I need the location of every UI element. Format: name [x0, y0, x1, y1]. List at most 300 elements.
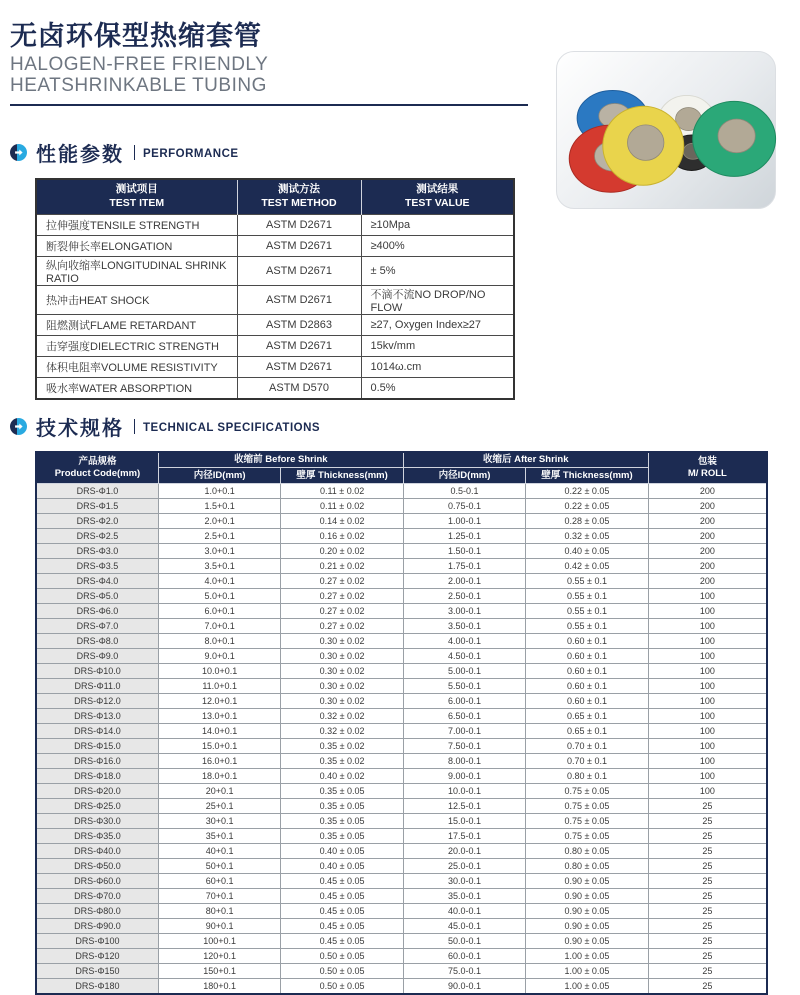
table-cell: 1014ω.cm	[361, 357, 514, 378]
table-row	[36, 904, 767, 919]
table-cell: 0.30 ± 0.02	[281, 679, 403, 694]
table-cell: 25	[648, 979, 767, 994]
table-cell: ASTM D2863	[237, 315, 361, 336]
table-cell: 0.27 ± 0.02	[281, 574, 403, 589]
table-cell: 25.0-0.1	[403, 859, 525, 874]
table-cell: 0.90 ± 0.05	[526, 874, 648, 889]
table-cell: 100	[648, 724, 767, 739]
table-cell: 0.20 ± 0.02	[281, 544, 403, 559]
table-cell: DRS-Φ2.5	[36, 529, 158, 544]
table-row	[36, 694, 767, 709]
table-row	[36, 754, 767, 769]
table-cell: 4.00-0.1	[403, 634, 525, 649]
table-cell: 12.0+0.1	[158, 694, 280, 709]
table-cell: 0.40 ± 0.05	[526, 544, 648, 559]
table-cell: DRS-Φ12.0	[36, 694, 158, 709]
table-row	[36, 709, 767, 724]
table-cell: 75.0-0.1	[403, 964, 525, 979]
table-cell: 0.5%	[361, 378, 514, 399]
table-cell: 1.00 ± 0.05	[526, 979, 648, 994]
table-row	[36, 589, 767, 604]
table-cell: 120+0.1	[158, 949, 280, 964]
table-cell: 0.5-0.1	[403, 484, 525, 499]
table-cell: 0.40 ± 0.05	[281, 844, 403, 859]
table-cell: 拉伸强度TENSILE STRENGTH	[36, 215, 237, 236]
specifications-section-heading	[10, 412, 800, 441]
table-cell: 0.90 ± 0.05	[526, 904, 648, 919]
yellow-roll	[603, 106, 684, 185]
table-row	[36, 739, 767, 754]
table-cell: 0.55 ± 0.1	[526, 589, 648, 604]
col-header-after-shrink: 收缩后 After Shrink	[403, 452, 648, 468]
table-cell: 0.40 ± 0.02	[281, 769, 403, 784]
table-cell: 0.55 ± 0.1	[526, 574, 648, 589]
table-cell: 9.00-0.1	[403, 769, 525, 784]
table-cell: 200	[648, 574, 767, 589]
table-cell: DRS-Φ70.0	[36, 889, 158, 904]
table-cell: 0.75 ± 0.05	[526, 799, 648, 814]
col-header-before-thickness: 壁厚 Thickness(mm)	[281, 468, 403, 484]
table-cell: 12.5-0.1	[403, 799, 525, 814]
table-cell: ASTM D570	[237, 378, 361, 399]
table-cell: DRS-Φ13.0	[36, 709, 158, 724]
table-cell: 25	[648, 964, 767, 979]
table-row	[36, 559, 767, 574]
product-photo	[556, 51, 776, 209]
table-cell: 80+0.1	[158, 904, 280, 919]
table-cell: 0.75 ± 0.05	[526, 784, 648, 799]
table-cell: DRS-Φ6.0	[36, 604, 158, 619]
table-cell: 0.75 ± 0.05	[526, 829, 648, 844]
table-row	[36, 574, 767, 589]
table-cell: 25	[648, 874, 767, 889]
table-cell: 14.0+0.1	[158, 724, 280, 739]
table-cell: DRS-Φ3.5	[36, 559, 158, 574]
table-cell: 热冲击HEAT SHOCK	[36, 286, 237, 315]
table-cell: 0.90 ± 0.05	[526, 919, 648, 934]
table-cell: 70+0.1	[158, 889, 280, 904]
table-cell: 0.32 ± 0.02	[281, 724, 403, 739]
table-cell: 10.0-0.1	[403, 784, 525, 799]
table-cell: 0.90 ± 0.05	[526, 934, 648, 949]
table-cell: 7.50-0.1	[403, 739, 525, 754]
table-cell: 16.0+0.1	[158, 754, 280, 769]
table-cell: 1.00-0.1	[403, 514, 525, 529]
table-cell: 0.75 ± 0.05	[526, 814, 648, 829]
table-cell: DRS-Φ1.5	[36, 499, 158, 514]
table-cell: ≥400%	[361, 236, 514, 257]
table-cell: 0.32 ± 0.05	[526, 529, 648, 544]
table-cell: 1.25-0.1	[403, 529, 525, 544]
table-cell: 0.55 ± 0.1	[526, 604, 648, 619]
table-cell: 0.35 ± 0.05	[281, 799, 403, 814]
table-row	[36, 529, 767, 544]
table-cell: 1.75-0.1	[403, 559, 525, 574]
heading-separator	[134, 145, 135, 160]
table-cell: ASTM D2671	[237, 236, 361, 257]
table-cell: 180+0.1	[158, 979, 280, 994]
table-row	[36, 619, 767, 634]
table-row	[36, 784, 767, 799]
table-row	[36, 829, 767, 844]
table-cell: 40.0-0.1	[403, 904, 525, 919]
table-row	[36, 336, 514, 357]
table-cell: 25	[648, 829, 767, 844]
table-cell: DRS-Φ180	[36, 979, 158, 994]
specifications-heading-cn: 技术规格	[36, 417, 124, 440]
subtitle-line-1: HALOGEN-FREE FRIENDLY	[10, 54, 269, 75]
table-row	[36, 604, 767, 619]
table-cell: 5.0+0.1	[158, 589, 280, 604]
table-cell: DRS-Φ16.0	[36, 754, 158, 769]
table-cell: 0.16 ± 0.02	[281, 529, 403, 544]
table-cell: 击穿强度DIELECTRIC STRENGTH	[36, 336, 237, 357]
table-cell: 0.60 ± 0.1	[526, 694, 648, 709]
table-cell: 体积电阻率VOLUME RESISTIVITY	[36, 357, 237, 378]
table-cell: DRS-Φ18.0	[36, 769, 158, 784]
table-cell: 阻燃测试FLAME RETARDANT	[36, 315, 237, 336]
table-row	[36, 484, 767, 499]
table-cell: 0.60 ± 0.1	[526, 649, 648, 664]
table-cell: 1.50-0.1	[403, 544, 525, 559]
col-header-roll: 包装 M/ ROLL	[648, 452, 767, 484]
table-cell: 0.35 ± 0.02	[281, 754, 403, 769]
table-cell: 18.0+0.1	[158, 769, 280, 784]
table-cell: 25	[648, 949, 767, 964]
table-cell: 90.0-0.1	[403, 979, 525, 994]
table-cell: DRS-Φ2.0	[36, 514, 158, 529]
table-cell: ASTM D2671	[237, 336, 361, 357]
table-cell: 100	[648, 754, 767, 769]
table-cell: 25	[648, 844, 767, 859]
table-cell: 3.00-0.1	[403, 604, 525, 619]
table-cell: 60+0.1	[158, 874, 280, 889]
table-cell: 100	[648, 634, 767, 649]
table-cell: 0.22 ± 0.05	[526, 499, 648, 514]
header-divider	[10, 104, 528, 106]
table-cell: DRS-Φ40.0	[36, 844, 158, 859]
table-cell: 100	[648, 604, 767, 619]
table-cell: 90+0.1	[158, 919, 280, 934]
table-cell: 3.50-0.1	[403, 619, 525, 634]
table-cell: 1.00 ± 0.05	[526, 964, 648, 979]
table-cell: 2.00-0.1	[403, 574, 525, 589]
table-cell: DRS-Φ100	[36, 934, 158, 949]
table-cell: 吸水率WATER ABSORPTION	[36, 378, 237, 399]
table-cell: DRS-Φ9.0	[36, 649, 158, 664]
subtitle-line-2: HEATSHRINKABLE TUBING	[10, 74, 267, 96]
table-cell: DRS-Φ60.0	[36, 874, 158, 889]
table-cell: 纵向收缩率LONGITUDINAL SHRINK RATIO	[36, 257, 237, 286]
table-cell: 0.65 ± 0.1	[526, 709, 648, 724]
table-cell: 50+0.1	[158, 859, 280, 874]
table-row	[36, 649, 767, 664]
table-cell: 25	[648, 889, 767, 904]
table-cell: DRS-Φ120	[36, 949, 158, 964]
table-cell: 不滴不流NO DROP/NO FLOW	[361, 286, 514, 315]
table-cell: 100	[648, 739, 767, 754]
table-cell: DRS-Φ14.0	[36, 724, 158, 739]
table-cell: 35+0.1	[158, 829, 280, 844]
col-header-product-code: 产品规格 Product Code(mm)	[36, 452, 158, 484]
table-cell: 15.0+0.1	[158, 739, 280, 754]
table-cell: 0.70 ± 0.1	[526, 739, 648, 754]
table-cell: DRS-Φ90.0	[36, 919, 158, 934]
table-cell: 200	[648, 529, 767, 544]
table-cell: 25	[648, 919, 767, 934]
table-cell: DRS-Φ11.0	[36, 679, 158, 694]
table-row	[36, 544, 767, 559]
col-header-test-value: 测试结果 TEST VALUE	[361, 179, 514, 215]
table-cell: 0.42 ± 0.05	[526, 559, 648, 574]
table-cell: 0.80 ± 0.05	[526, 844, 648, 859]
table-cell: 0.55 ± 0.1	[526, 619, 648, 634]
table-cell: 0.60 ± 0.1	[526, 634, 648, 649]
specifications-table	[35, 451, 768, 995]
table-cell: DRS-Φ8.0	[36, 634, 158, 649]
performance-heading-en: PERFORMANCE	[143, 148, 239, 161]
table-row	[36, 357, 514, 378]
table-row	[36, 724, 767, 739]
table-cell: 4.0+0.1	[158, 574, 280, 589]
table-cell: 0.50 ± 0.05	[281, 949, 403, 964]
table-cell: 0.32 ± 0.02	[281, 709, 403, 724]
table-cell: 100	[648, 619, 767, 634]
table-cell: 100	[648, 649, 767, 664]
table-cell: 断裂伸长率ELONGATION	[36, 236, 237, 257]
table-cell: 20+0.1	[158, 784, 280, 799]
table-row	[36, 964, 767, 979]
col-header-before-id: 内径ID(mm)	[158, 468, 280, 484]
table-cell: 0.30 ± 0.02	[281, 634, 403, 649]
table-cell: 0.45 ± 0.05	[281, 919, 403, 934]
table-cell: 0.27 ± 0.02	[281, 589, 403, 604]
table-cell: 3.5+0.1	[158, 559, 280, 574]
table-cell: 0.45 ± 0.05	[281, 904, 403, 919]
table-row	[36, 215, 514, 236]
table-cell: ASTM D2671	[237, 286, 361, 315]
table-cell: 0.35 ± 0.05	[281, 814, 403, 829]
table-row	[36, 889, 767, 904]
table-cell: 0.11 ± 0.02	[281, 484, 403, 499]
table-row	[36, 286, 514, 315]
table-cell: 200	[648, 484, 767, 499]
table-cell: 25	[648, 859, 767, 874]
table-row	[36, 769, 767, 784]
table-cell: 200	[648, 514, 767, 529]
table-cell: DRS-Φ15.0	[36, 739, 158, 754]
table-row	[36, 874, 767, 889]
table-row	[36, 664, 767, 679]
table-cell: 0.50 ± 0.05	[281, 964, 403, 979]
table-cell: 100+0.1	[158, 934, 280, 949]
table-row	[36, 236, 514, 257]
table-cell: 200	[648, 499, 767, 514]
table-cell: 0.90 ± 0.05	[526, 889, 648, 904]
table-cell: 100	[648, 694, 767, 709]
col-header-after-id: 内径ID(mm)	[403, 468, 525, 484]
table-cell: 15.0-0.1	[403, 814, 525, 829]
arrow-circle-icon	[10, 144, 27, 161]
table-row	[36, 919, 767, 934]
table-cell: 150+0.1	[158, 964, 280, 979]
table-cell: 6.00-0.1	[403, 694, 525, 709]
table-cell: DRS-Φ30.0	[36, 814, 158, 829]
table-cell: DRS-Φ80.0	[36, 904, 158, 919]
table-cell: 100	[648, 784, 767, 799]
table-cell: 7.00-0.1	[403, 724, 525, 739]
table-cell: 17.5-0.1	[403, 829, 525, 844]
table-cell: 100	[648, 679, 767, 694]
table-cell: 25	[648, 799, 767, 814]
table-cell: 8.0+0.1	[158, 634, 280, 649]
table-row	[36, 315, 514, 336]
table-cell: 0.80 ± 0.1	[526, 769, 648, 784]
col-header-test-item: 测试项目 TEST ITEM	[36, 179, 237, 215]
table-cell: 25+0.1	[158, 799, 280, 814]
col-header-after-thickness: 壁厚 Thickness(mm)	[526, 468, 648, 484]
specifications-heading-en: TECHNICAL SPECIFICATIONS	[143, 422, 321, 435]
table-row	[36, 859, 767, 874]
table-cell: 9.0+0.1	[158, 649, 280, 664]
table-row	[36, 934, 767, 949]
table-cell: 0.70 ± 0.1	[526, 754, 648, 769]
table-row	[36, 378, 514, 399]
table-cell: 0.14 ± 0.02	[281, 514, 403, 529]
heading-separator	[134, 419, 135, 434]
table-cell: 1.00 ± 0.05	[526, 949, 648, 964]
table-cell: 0.22 ± 0.05	[526, 484, 648, 499]
table-cell: 1.5+0.1	[158, 499, 280, 514]
table-cell: 0.45 ± 0.05	[281, 934, 403, 949]
table-cell: 25	[648, 814, 767, 829]
performance-table	[35, 178, 515, 400]
table-row	[36, 634, 767, 649]
table-cell: ASTM D2671	[237, 215, 361, 236]
table-cell: ASTM D2671	[237, 257, 361, 286]
table-cell: 0.21 ± 0.02	[281, 559, 403, 574]
table-cell: 200	[648, 544, 767, 559]
col-header-test-method: 测试方法 TEST METHOD	[237, 179, 361, 215]
table-cell: DRS-Φ3.0	[36, 544, 158, 559]
table-cell: 0.27 ± 0.02	[281, 619, 403, 634]
table-cell: 20.0-0.1	[403, 844, 525, 859]
table-row	[36, 979, 767, 994]
table-cell: 6.0+0.1	[158, 604, 280, 619]
table-cell: 45.0-0.1	[403, 919, 525, 934]
table-cell: 2.0+0.1	[158, 514, 280, 529]
table-cell: 35.0-0.1	[403, 889, 525, 904]
table-cell: 5.50-0.1	[403, 679, 525, 694]
table-row	[36, 499, 767, 514]
table-row	[36, 814, 767, 829]
page-title: 无卤环保型热缩套管	[10, 21, 262, 51]
table-cell: 5.00-0.1	[403, 664, 525, 679]
table-cell: 100	[648, 664, 767, 679]
specifications-table-header	[36, 452, 767, 484]
table-cell: 30+0.1	[158, 814, 280, 829]
table-cell: 10.0+0.1	[158, 664, 280, 679]
table-cell: 0.60 ± 0.1	[526, 664, 648, 679]
table-cell: 100	[648, 709, 767, 724]
table-cell: 13.0+0.1	[158, 709, 280, 724]
table-cell: ≥27, Oxygen Index≥27	[361, 315, 514, 336]
table-cell: 100	[648, 589, 767, 604]
table-cell: 60.0-0.1	[403, 949, 525, 964]
table-cell: 2.50-0.1	[403, 589, 525, 604]
table-cell: DRS-Φ150	[36, 964, 158, 979]
table-row	[36, 799, 767, 814]
table-cell: ≥10Mpa	[361, 215, 514, 236]
table-cell: 7.0+0.1	[158, 619, 280, 634]
table-cell: 0.65 ± 0.1	[526, 724, 648, 739]
table-cell: 0.60 ± 0.1	[526, 679, 648, 694]
table-cell: 200	[648, 559, 767, 574]
table-cell: 1.0+0.1	[158, 484, 280, 499]
table-cell: 0.11 ± 0.02	[281, 499, 403, 514]
table-cell: 0.30 ± 0.02	[281, 649, 403, 664]
table-cell: DRS-Φ4.0	[36, 574, 158, 589]
table-cell: DRS-Φ1.0	[36, 484, 158, 499]
specifications-table-body	[36, 484, 767, 994]
table-cell: 6.50-0.1	[403, 709, 525, 724]
performance-heading-cn: 性能参数	[36, 143, 124, 166]
table-cell: DRS-Φ10.0	[36, 664, 158, 679]
table-cell: 0.75-0.1	[403, 499, 525, 514]
table-cell: 0.28 ± 0.05	[526, 514, 648, 529]
table-cell: 100	[648, 769, 767, 784]
table-cell: 0.35 ± 0.05	[281, 829, 403, 844]
col-header-before-shrink: 收缩前 Before Shrink	[158, 452, 403, 468]
table-cell: DRS-Φ20.0	[36, 784, 158, 799]
table-cell: 25	[648, 904, 767, 919]
table-cell: 30.0-0.1	[403, 874, 525, 889]
table-row	[36, 257, 514, 286]
arrow-circle-icon	[10, 418, 27, 435]
table-cell: 0.30 ± 0.02	[281, 664, 403, 679]
table-cell: DRS-Φ5.0	[36, 589, 158, 604]
table-cell: 3.0+0.1	[158, 544, 280, 559]
table-cell: 0.40 ± 0.05	[281, 859, 403, 874]
table-cell: 0.45 ± 0.05	[281, 889, 403, 904]
performance-table-body	[36, 215, 514, 399]
table-cell: 15kv/mm	[361, 336, 514, 357]
product-photo-svg	[557, 52, 775, 208]
table-row	[36, 949, 767, 964]
table-cell: 0.50 ± 0.05	[281, 979, 403, 994]
table-cell: 0.80 ± 0.05	[526, 859, 648, 874]
performance-table-header	[36, 179, 514, 215]
table-cell: 50.0-0.1	[403, 934, 525, 949]
table-cell: DRS-Φ35.0	[36, 829, 158, 844]
table-cell: 0.35 ± 0.02	[281, 739, 403, 754]
table-cell: 0.30 ± 0.02	[281, 694, 403, 709]
datasheet-page	[0, 14, 800, 991]
table-row	[36, 844, 767, 859]
green-roll	[693, 101, 776, 176]
table-cell: 0.35 ± 0.05	[281, 784, 403, 799]
table-cell: ± 5%	[361, 257, 514, 286]
table-cell: 40+0.1	[158, 844, 280, 859]
table-cell: DRS-Φ50.0	[36, 859, 158, 874]
table-cell: 4.50-0.1	[403, 649, 525, 664]
table-cell: 11.0+0.1	[158, 679, 280, 694]
table-cell: DRS-Φ7.0	[36, 619, 158, 634]
table-row	[36, 679, 767, 694]
table-cell: 2.5+0.1	[158, 529, 280, 544]
table-cell: 25	[648, 934, 767, 949]
table-cell: 0.27 ± 0.02	[281, 604, 403, 619]
